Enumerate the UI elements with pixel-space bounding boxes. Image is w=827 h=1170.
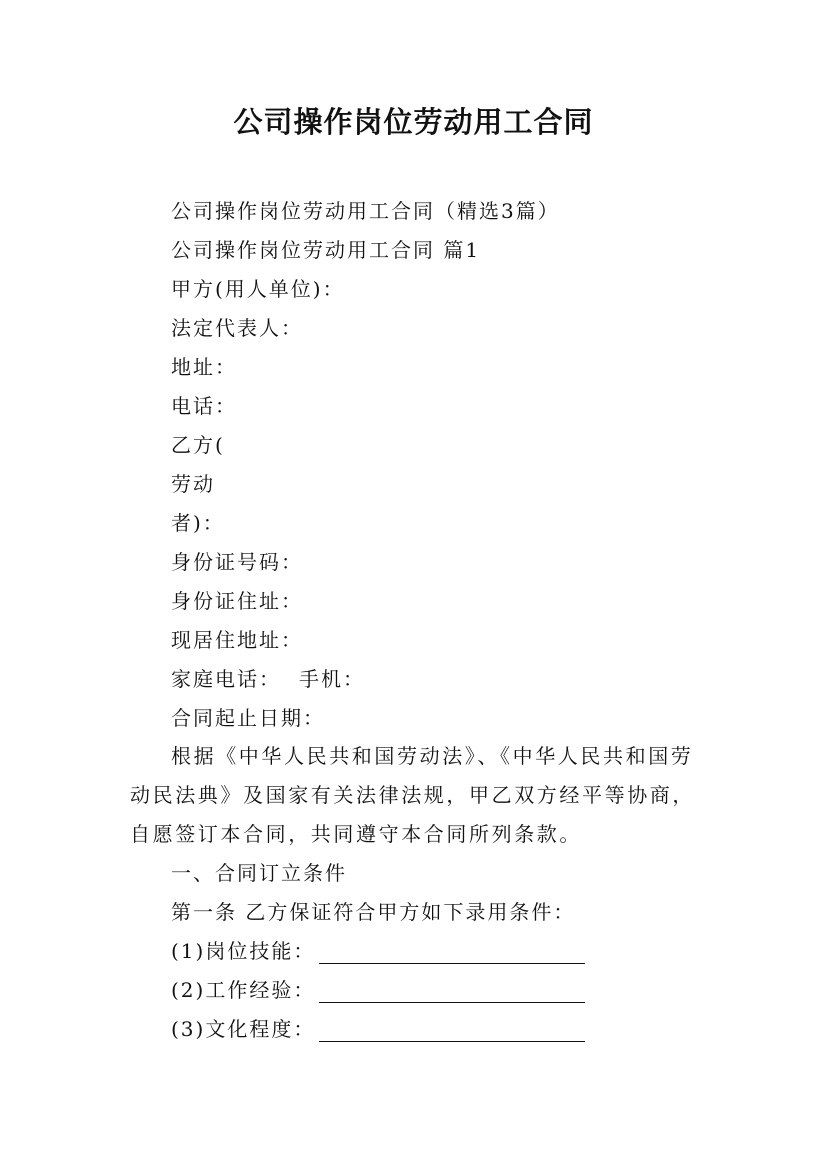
party-b-label-line3: 者)：	[171, 511, 225, 535]
contact-line	[171, 666, 365, 692]
address-label: 地址：	[171, 355, 237, 379]
condition-3-label: (3)文化程度：	[171, 1017, 316, 1041]
home-phone-label: 家庭电话：	[171, 667, 281, 691]
condition-row-1	[171, 938, 585, 964]
contract-period-label: 合同起止日期：	[171, 706, 325, 730]
id-number-label: 身份证号码：	[171, 550, 303, 574]
current-address-label: 现居住地址：	[171, 628, 303, 652]
chapter-one-heading: 一、合同订立条件	[171, 861, 347, 885]
condition-row-3	[171, 1016, 585, 1042]
condition-1-blank	[319, 941, 585, 964]
condition-row-2	[171, 977, 585, 1003]
section-heading: 公司操作岗位劳动用工合同 篇1	[171, 238, 481, 262]
document-subtitle: 公司操作岗位劳动用工合同（精选3篇）	[171, 199, 560, 223]
condition-2-blank	[319, 980, 585, 1003]
condition-2-label: (2)工作经验：	[171, 978, 316, 1002]
party-a-label: 甲方(用人单位)：	[171, 277, 345, 301]
legal-rep-label: 法定代表人：	[171, 316, 303, 340]
preamble-paragraph: 根据《中华人民共和国劳动法》、《中华人民共和国劳动民法典》及国家有关法律法规，甲乙双方经平等协商，自愿签订本合同，共同遵守本合同所列条款。	[130, 744, 695, 846]
condition-3-blank	[319, 1019, 585, 1042]
document-title: 公司操作岗位劳动用工合同	[233, 105, 594, 139]
id-address-label: 身份证住址：	[171, 589, 303, 613]
condition-1-label: (1)岗位技能：	[171, 939, 316, 963]
phone-label: 电话：	[171, 394, 237, 418]
mobile-label: 手机：	[299, 667, 365, 691]
party-b-label-line2: 劳动	[171, 472, 215, 496]
article-one: 第一条 乙方保证符合甲方如下录用条件：	[171, 900, 576, 924]
party-b-label-line1: 乙方(	[171, 433, 225, 457]
